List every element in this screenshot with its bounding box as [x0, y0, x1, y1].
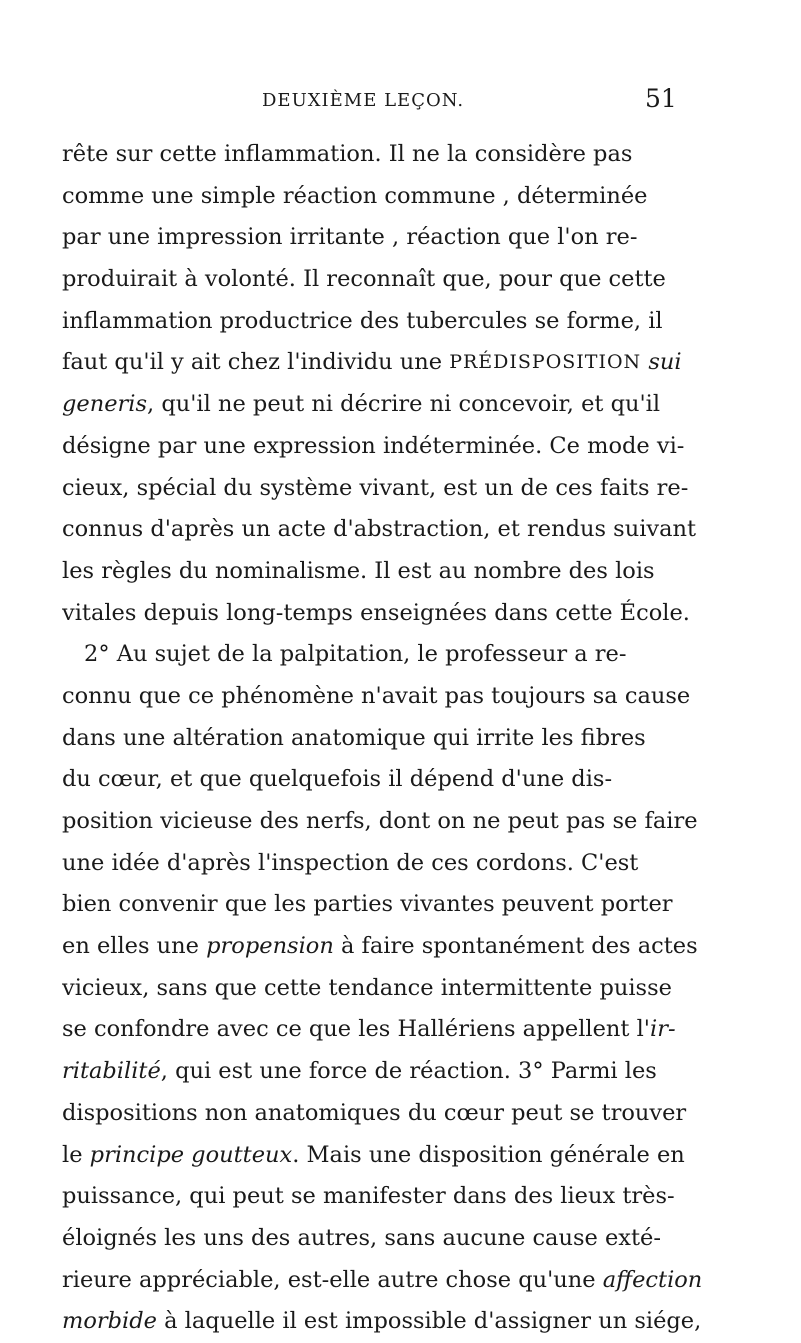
text-line: cieux, spécial du système vivant, est un de ces faits re- — [62, 474, 689, 501]
text-line: generis , qu'il ne peut ni décrire ni concevoir, et qu'il — [62, 384, 742, 426]
italic-term: ritabilité — [62, 1058, 161, 1085]
text-line: rieure appréciable, est-elle autre chose qu'une affection — [62, 1260, 742, 1302]
text-line: connu que ce phénomène n'avait pas toujours sa cause — [62, 682, 691, 709]
small-caps-term: PRÉDISPOSITION — [449, 351, 642, 374]
italic-term: sui — [648, 349, 682, 376]
text-line: 2° Au sujet de la palpitation, le professeur a re- — [84, 641, 627, 668]
text-line: éloignés les uns des autres, sans aucune cause exté- — [62, 1224, 661, 1251]
text-line: inflammation productrice des tubercules se forme, il — [62, 307, 663, 334]
text-line: vitales depuis long-temps enseignées dans cette École. — [62, 599, 690, 626]
body-text — [62, 134, 742, 1343]
italic-term: principe goutteux — [89, 1141, 293, 1168]
text-line: bien convenir que les parties vivantes peuvent porter — [62, 891, 673, 918]
italic-term: affection — [602, 1266, 703, 1293]
text-line: rête sur cette inflammation. Il ne la considère pas — [62, 141, 633, 167]
text-line: dans une altération anatomique qui irrite les fibres — [62, 724, 646, 751]
text-line: ritabilité , qui est une force de réaction. 3° Parmi les — [62, 1051, 742, 1093]
text-line: faut qu'il y ait chez l'individu une PRÉDISPOSITION sui — [62, 342, 742, 384]
text-line: produirait à volonté. Il reconnaît que, pour que cette — [62, 266, 666, 293]
text-line: morbide à laquelle il est impossible d'assigner un siége, — [62, 1301, 742, 1343]
text-line: désigne par une expression indéterminée. Ce mode vi- — [62, 432, 685, 459]
text-line: par une impression irritante , réaction que l'on re- — [62, 224, 638, 251]
text-line: dispositions non anatomiques du cœur peut se trouver — [62, 1099, 687, 1126]
text-line: connus d'après un acte d'abstraction, et rendus suivant — [62, 516, 697, 543]
italic-term: ir- — [650, 1016, 676, 1043]
text-line: comme une simple réaction commune , déterminée — [62, 182, 648, 209]
text-line: vicieux, sans que cette tendance intermittente puisse — [62, 974, 672, 1001]
text-line: position vicieuse des nerfs, dont on ne peut pas se faire — [62, 808, 698, 834]
text-line: une idée d'après l'inspection de ces cordons. C'est — [62, 849, 639, 876]
page-number: 51 — [645, 84, 677, 113]
text-line: du cœur, et que quelquefois il dépend d'une dis- — [62, 766, 613, 793]
text-line: le principe goutteux . Mais une disposition générale en — [62, 1135, 742, 1177]
text-line: les règles du nominalisme. Il est au nombre des lois — [62, 557, 655, 584]
italic-term: propension — [206, 933, 334, 960]
italic-term: generis — [62, 391, 148, 418]
text-line: en elles une propension à faire spontanément des actes — [62, 926, 742, 968]
text-line: se confondre avec ce que les Hallériens appellent l' ir- — [62, 1009, 742, 1051]
text-line: puissance, qui peut se manifester dans des lieux très- — [62, 1183, 675, 1210]
italic-term: morbide — [62, 1308, 157, 1335]
running-title: DEUXIÈME LEÇON. — [262, 90, 465, 111]
